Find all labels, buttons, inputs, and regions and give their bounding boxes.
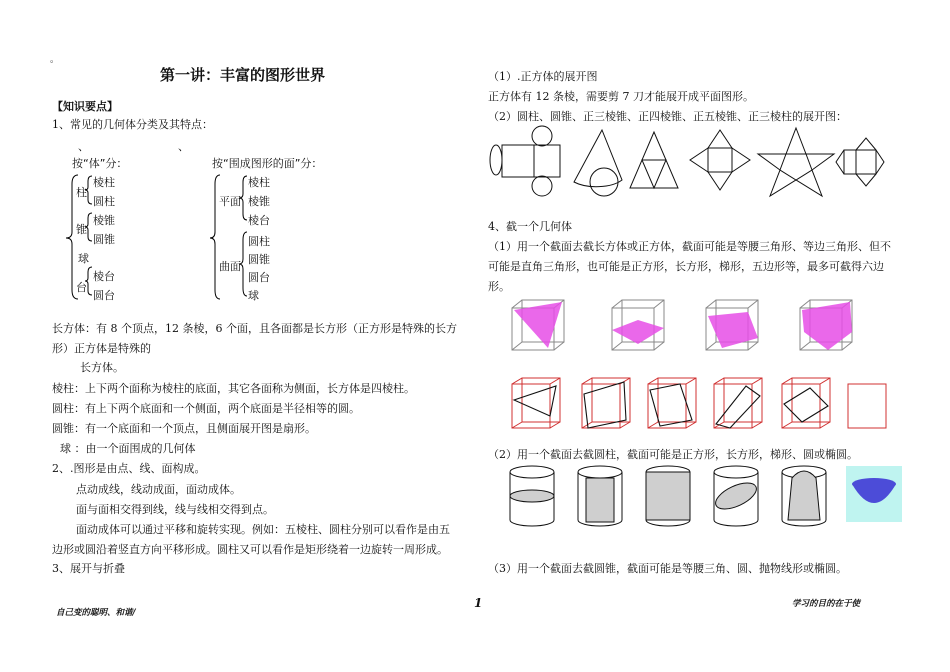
solid-nets-figure (484, 124, 884, 204)
tree1-zhui: 锥 (76, 223, 87, 236)
prism-def: 棱柱：上下两个面称为棱柱的底面，其它各面称为侧面，长方体是四棱柱。 (52, 382, 415, 395)
tree2-frustum-p: 棱台 (248, 214, 270, 227)
cone-def: 圆锥：有一个底面和一个顶点，且侧面展开图是扇形。 (52, 422, 316, 435)
section-2-line-b: 面与面相交得到线，线与线相交得到点。 (76, 503, 274, 516)
tree2-frustum-c: 圆台 (248, 271, 270, 284)
tree2-cylinder: 圆柱 (248, 235, 270, 248)
tree1-pyramid: 棱锥 (93, 214, 115, 227)
cube-sections-figure (508, 298, 878, 360)
tree2-pyramid: 棱锥 (248, 195, 270, 208)
tree2-cone: 圆锥 (248, 253, 270, 266)
tree2-flat: 平面 (219, 195, 241, 208)
cylinder-sections-figure (508, 464, 908, 534)
section-3-heading: 3、展开与折叠 (52, 562, 125, 575)
tree2-curved: 曲面 (219, 260, 241, 273)
cube-net-text: 正方体有 12 条棱，需要剪 7 刀才能展开成平面图形。 (488, 90, 754, 103)
cuboid-line-3: 长方体。 (80, 361, 124, 374)
footer-left: 自己变的聪明、和谐/ (56, 608, 136, 618)
cylinder-def: 圆柱：有上下两个底面和一个侧面，两个底面是半径相等的圆。 (52, 402, 360, 415)
cylinder-section-text: （2）用一个截面去截圆柱，截面可能是正方形，长方形，梯形、圆或椭圆。 (488, 448, 858, 461)
section-2-heading: 2、.图形是由点、线、面构成。 (52, 462, 206, 475)
nets-heading: （2）圆柱、圆锥、正三棱锥、正四棱锥、正五棱锥、正三棱柱的展开图： (488, 110, 847, 123)
corner-dot: 。 (50, 55, 60, 65)
section-4-line-2: 可能是直角三角形，也可能是正方形，长方形，梯形，五边形等，最多可截得六边 (488, 260, 884, 273)
tree1-zhu: 柱 (76, 186, 87, 199)
tree1-cone: 圆锥 (93, 233, 115, 246)
tree1-frustum-p: 棱台 (93, 270, 115, 283)
knowledge-header: 【知识要点】 (52, 100, 118, 113)
by-face-label: 按“围成图形的面”分： (212, 157, 323, 170)
cuboid-line-2: 形）正方体是特殊的 (52, 342, 151, 355)
tree1-qiu: 球 (78, 252, 89, 265)
tree1-frustum-c: 圆台 (93, 289, 115, 302)
tree1-prism: 棱柱 (93, 176, 115, 189)
page-title: 第一讲：丰富的图形世界 (160, 66, 326, 84)
section-2-line-c2: 边形或圆沿着竖直方向平移形成。圆柱又可以看作是矩形绕着一边旋转一周形成。 (52, 543, 448, 556)
tree1-cylinder: 圆柱 (93, 195, 115, 208)
section-4-line-3: 形。 (488, 280, 510, 293)
ball-def: 球 ：由一个面围成的几何体 (60, 442, 196, 455)
cube-net-heading: （1）.正方体的展开图 (488, 70, 598, 83)
section-1-heading: 1、常见的几何体分类及其特点： (52, 118, 213, 131)
section-2-line-a: 点动成线，线动成面，面动成体。 (76, 483, 241, 496)
tree2-ball: 球 (248, 289, 259, 302)
section-2-line-c1: 面动成体可以通过平移和旋转实现。例如：五棱柱、圆柱分别可以看作是由五 (76, 523, 450, 536)
cone-section-text: （3）用一个截面去截圆锥，截面可能是等腰三角、圆、抛物线形或椭圆。 (488, 562, 847, 575)
page-number: 1 (474, 596, 483, 610)
section-4-line-1: （1）用一个截面去截长方体或正方体，截面可能是等腰三角形、等边三角形、但不 (488, 240, 891, 253)
comma-2: 、 (178, 140, 189, 153)
comma-1: 、 (78, 140, 89, 153)
red-cube-sections-figure (510, 376, 880, 432)
cuboid-line-1: 长方体：有 8 个顶点，12 条棱，6 个面，且各面都是长方形（正方形是特殊的长方 (52, 322, 457, 335)
tree1-tai: 台 (76, 281, 87, 294)
by-body-label: 按“体”分： (72, 157, 128, 170)
section-4-heading: 4、截一个几何体 (488, 220, 572, 233)
footer-right: 学习的目的在于使 (792, 599, 861, 609)
tree2-prism: 棱柱 (248, 176, 270, 189)
